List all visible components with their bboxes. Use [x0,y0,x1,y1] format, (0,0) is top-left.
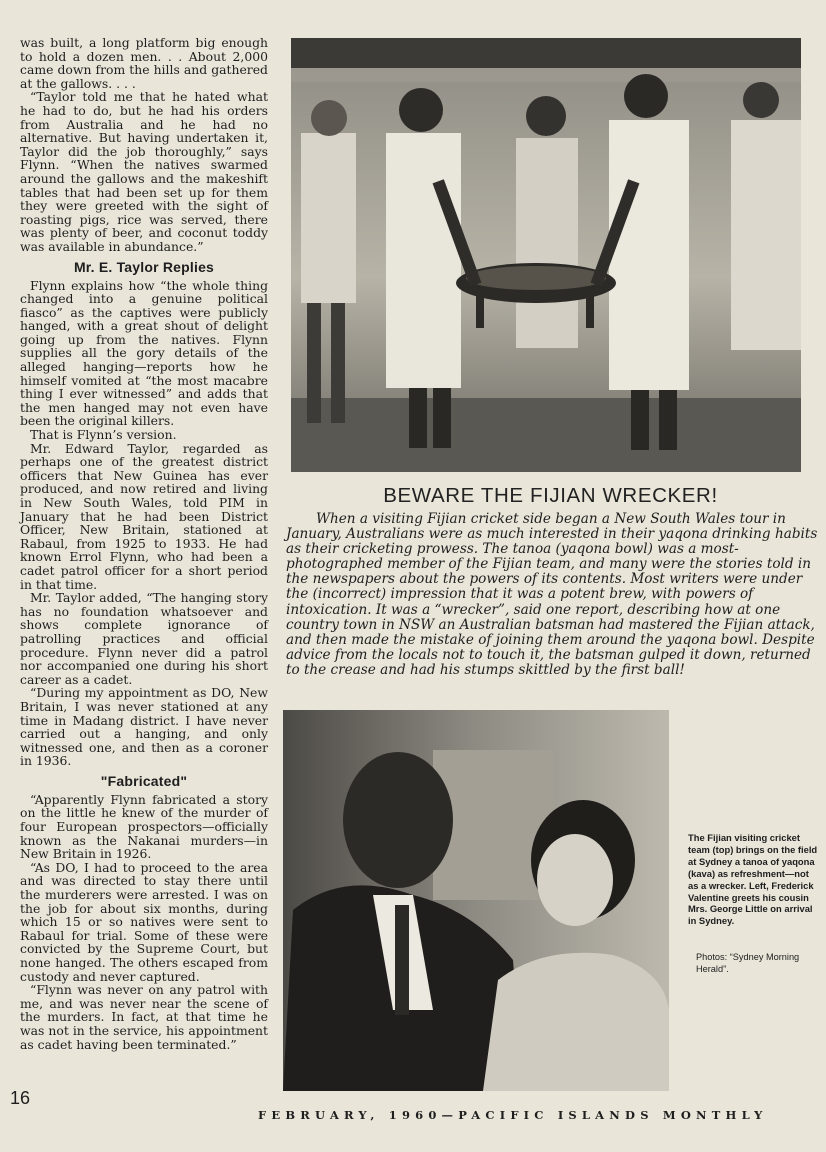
cricket-team-photo [291,38,801,472]
left-article-column [20,36,268,1051]
feature-headline: BEWARE THE FIJIAN WRECKER! [383,484,718,507]
article-paragraph: “Flynn was never on any patrol with me, and was never near the scene of the murders. In fact, at that time he was not in the service, his appointment as cadet having been terminated.” [20,982,268,1052]
section-subheading: Mr. E. Taylor Replies [73,258,215,275]
running-footer: FEBRUARY, 1960—PACIFIC ISLANDS MONTHLY [258,1108,768,1122]
article-paragraph: “As DO, I had to proceed to the area and was directed to stay there until the murderers were arrested. I was on the job for about six months, during which 15 or so natives were sent to Rabaul for trial. Some of these were convicted by the Supreme Court, but none hanged. The others escaped from custody and never captured. [20,859,268,984]
article-paragraph: Flynn explains how “the whole thing changed into a genuine political fiasco” as the captives were publicly hanged, with a great shout of delight going up from the natives. Flynn supplies all the gory details of the alleged hanging—reports how he himself vomited at “the most macabre thing I ever witnessed” and adds that the men hanged may not even have been the original killers. [20,277,268,429]
article-paragraph: Mr. Taylor added, “The hanging story has no foundation whatsoever and shows complete ignorance of patrolling practices and official procedure. Flynn never did a patrol nor accompanied one during his short career as a cadet. [20,590,268,687]
cricket-team-photo-image [291,38,801,472]
article-paragraph: “During my appointment as DO, New Britain, I was never stationed at any time in Madang district. I have never carried out a hanging, and only witnessed one, and then as a coroner in 1936. [20,685,268,769]
photo-credit: Photos: “Sydney Morning Herald”. [696,952,800,974]
section-subheading: "Fabricated" [100,772,188,789]
greeting-photo [283,710,669,1091]
article-paragraph: That is Flynn’s version. [30,427,177,443]
article-paragraph: Mr. Edward Taylor, regarded as perhaps one of the greatest district officers that New Guinea has ever produced, and now retired and living in New South Wales, told PIM in January that he had been District Officer, New Britain, stationed at Rabaul, from 1925 to 1933. He had known Errol Flynn, who had been a cadet patrol officer for a short period in that time. [20,440,268,592]
article-paragraph: “Taylor told me that he hated what he had to do, but he had his orders from Australia and he had no alternative. But having undertaken it, Taylor did the job thoroughly,” says Flynn. “When the natives swarmed around the gallows and the makeshift tables that had been set up for them they were greeted with the sight of roasting pigs, rice was served, there was plenty of beer, and coconut toddy was available in abundance.” [20,89,268,254]
page-number: 16 [10,1088,31,1108]
feature-story: When a visiting Fijian cricket side began a New South Wales tour in January, Australians were as much interested in their yaqona drinking habits as their cricketing prowess. The tanoa (yaqona bowl) was a most-photographed member of the Fijian team, and many were the stories told in the newspapers about the powers of its contents. Most writers were under the (incorrect) impression that it was a potent brew, with powers of intoxication. It was a “wrecker”, said one report, describing how at one country town in NSW an Australian batsman had mastered the Fijian attack, and then made the mistake of joining them around the yaqona bowl. Despite advice from the locals not to touch it, the batsman gulped it down, returned to the crease and had his stumps skittled by the first ball! [286,511,818,678]
greeting-photo-image [283,710,669,1091]
article-paragraph: was built, a long platform big enough to hold a dozen men. . . About 2,000 came down from the hills and gathered at the gallows. . . . [20,35,268,91]
photo-caption: The Fijian visiting cricket team (top) brings on the field at Sydney a tanoa of yaqona (kava) as refreshment—not as a wrecker. Left, Frederick Valentine greets his cousin Mrs. George Little on arrival in Sydney. [688,832,818,927]
article-paragraph: “Apparently Flynn fabricated a story on the little he knew of the murder of four European prospectors—officially known as the Nakanai murders—in New Britain in 1926. [20,791,268,862]
